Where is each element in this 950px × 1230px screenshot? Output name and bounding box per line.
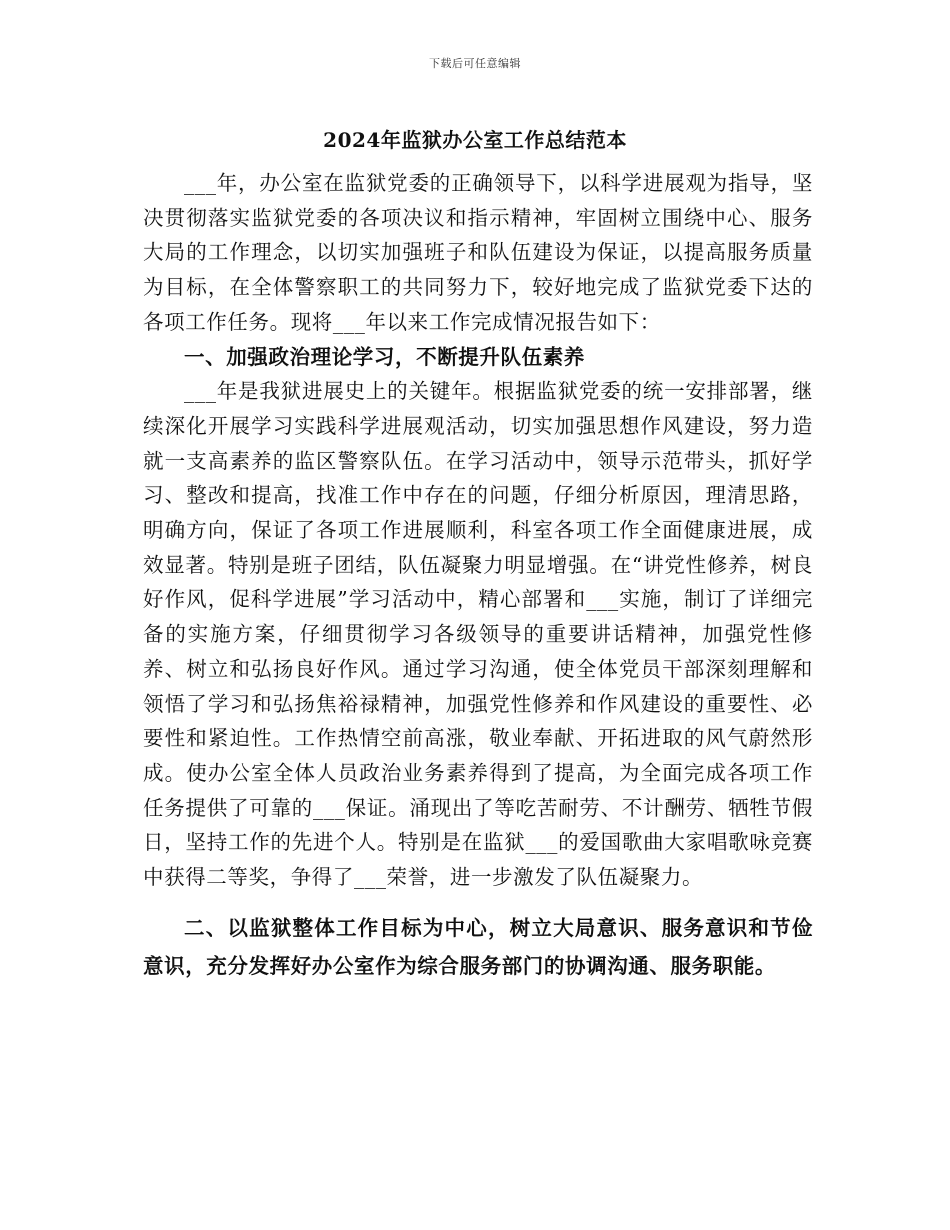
section-one-heading: 一、加强政治理论学习，不断提升队伍素养 <box>184 344 585 369</box>
section-two-heading: 二、以监狱整体工作目标为中心，树立大局意识、服务意识和节俭意识，充分发挥好办公室作为综合服务部门的协调沟通、服务职能。 <box>143 915 813 978</box>
section-one-paragraph: ___年是我狱进展史上的关键年。根据监狱党委的统一安排部署，继续深化开展学习实践科学进展观活动，切实加强思想作风建设，努力造就一支高素养的监区警察队伍。在学习活动中，领导示范带头，抓好学习、整改和提高，找准工作中存在的问题，仔细分析原因，理清思路，明确方向，保证了各项工作进展顺利，科室各项工作全面健康进展，成效显著。特别是班子团结，队伍凝聚力明显增强。在“讲党性修养，树良好作风，促科学进展”学习活动中，精心部署和___实施，制订了详细完备的实施方案，仔细贯彻学习各级领导的重要讲话精神，加强党性修养、树立和弘扬良好作风。通过学习沟通，使全体党员干部深刻理解和领悟了学习和弘扬焦裕禄精神，加强党性修养和作风建设的重要性、必要性和紧迫性。工作热情空前高涨，敬业奉献、开拓进取的风气蔚然形成。使办公室全体人员政治业务素养得到了提高，为全面完成各项工作任务提供了可靠的___保证。涌现出了等吃苦耐劳、不计酬劳、牺牲节假日，坚持工作的先进个人。特别是在监狱___的爱国歌曲大家唱歌咏竞赛中获得二等奖，争得了___荣誉，进一步激发了队伍凝聚力。 <box>143 379 813 890</box>
document-title: 2024年监狱办公室工作总结范本 <box>323 128 627 152</box>
intro-paragraph: ___年，办公室在监狱党委的正确领导下，以科学进展观为指导，坚决贯彻落实监狱党委的各项决议和指示精神，牢固树立围绕中心、服务大局的工作理念，以切实加强班子和队伍建设为保证，以提高服务质量为目标，在全体警察职工的共同努力下，较好地完成了监狱党委下达的各项工作任务。现将___年以来工作完成情况报告如下： <box>143 171 813 334</box>
document-body <box>143 166 813 985</box>
header-note: 下载后可任意编辑 <box>429 57 521 70</box>
